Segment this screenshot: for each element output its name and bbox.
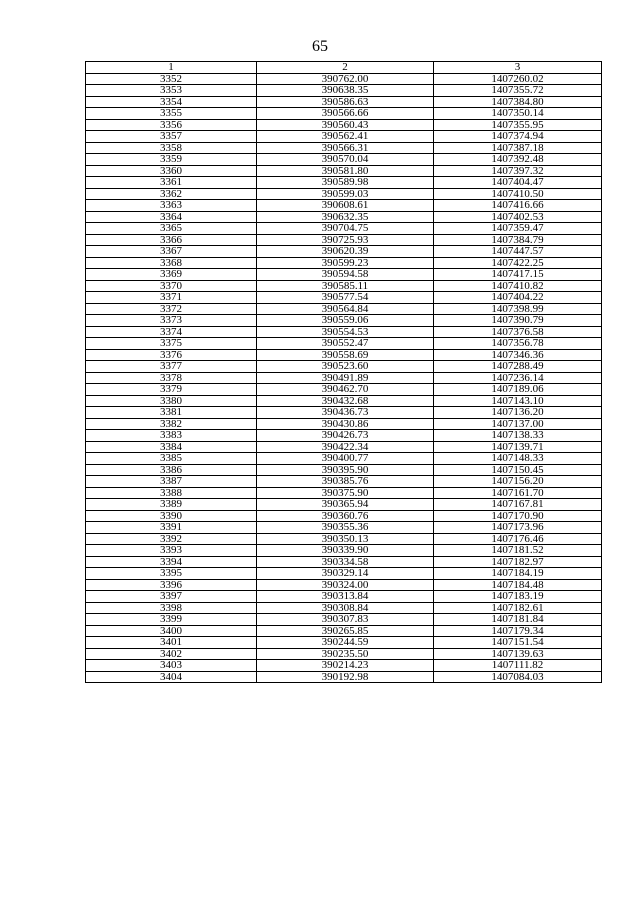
y-coordinate-cell: 1407179.34 — [434, 625, 602, 637]
y-coordinate-cell: 1407355.72 — [434, 85, 602, 97]
x-coordinate-cell: 390385.76 — [257, 476, 434, 488]
x-coordinate-cell: 390566.66 — [257, 108, 434, 120]
page-number: 65 — [312, 38, 328, 55]
x-coordinate-cell: 390638.35 — [257, 85, 434, 97]
point-number-cell: 3382 — [86, 418, 257, 430]
point-number-cell: 3365 — [86, 223, 257, 235]
table-row — [86, 637, 602, 649]
x-coordinate-cell: 390586.63 — [257, 96, 434, 108]
point-number-cell: 3358 — [86, 142, 257, 154]
x-coordinate-cell: 390589.98 — [257, 177, 434, 189]
x-coordinate-cell: 390432.68 — [257, 395, 434, 407]
y-coordinate-cell: 1407138.33 — [434, 430, 602, 442]
point-number-cell: 3364 — [86, 211, 257, 223]
y-coordinate-cell: 1407410.82 — [434, 280, 602, 292]
y-coordinate-cell: 1407136.20 — [434, 407, 602, 419]
x-coordinate-cell: 390491.89 — [257, 372, 434, 384]
x-coordinate-cell: 390704.75 — [257, 223, 434, 235]
table-row — [86, 614, 602, 626]
table-row — [86, 269, 602, 281]
x-coordinate-cell: 390558.69 — [257, 349, 434, 361]
table-row — [86, 568, 602, 580]
table-row — [86, 165, 602, 177]
point-number-cell: 3399 — [86, 614, 257, 626]
y-coordinate-cell: 1407355.95 — [434, 119, 602, 131]
y-coordinate-cell: 1407170.90 — [434, 510, 602, 522]
table-row — [86, 372, 602, 384]
table-row — [86, 303, 602, 315]
x-coordinate-cell: 390620.39 — [257, 246, 434, 258]
table-row — [86, 177, 602, 189]
table-row — [86, 453, 602, 465]
point-number-cell: 3368 — [86, 257, 257, 269]
y-coordinate-cell: 1407137.00 — [434, 418, 602, 430]
x-coordinate-cell: 390192.98 — [257, 671, 434, 683]
y-coordinate-cell: 1407397.32 — [434, 165, 602, 177]
table-row — [86, 85, 602, 97]
x-coordinate-cell: 390426.73 — [257, 430, 434, 442]
table-row — [86, 188, 602, 200]
y-coordinate-cell: 1407384.79 — [434, 234, 602, 246]
x-coordinate-cell: 390355.36 — [257, 522, 434, 534]
y-coordinate-cell: 1407181.84 — [434, 614, 602, 626]
y-coordinate-cell: 1407350.14 — [434, 108, 602, 120]
y-coordinate-cell: 1407184.48 — [434, 579, 602, 591]
point-number-cell: 3375 — [86, 338, 257, 350]
x-coordinate-cell: 390339.90 — [257, 545, 434, 557]
table-row — [86, 407, 602, 419]
y-coordinate-cell: 1407148.33 — [434, 453, 602, 465]
table-row — [86, 338, 602, 350]
x-coordinate-cell: 390214.23 — [257, 660, 434, 672]
y-coordinate-cell: 1407181.52 — [434, 545, 602, 557]
y-coordinate-cell: 1407402.53 — [434, 211, 602, 223]
x-coordinate-cell: 390559.06 — [257, 315, 434, 327]
column-header-1: 1 — [86, 62, 257, 74]
x-coordinate-cell: 390594.58 — [257, 269, 434, 281]
y-coordinate-cell: 1407422.25 — [434, 257, 602, 269]
x-coordinate-cell: 390436.73 — [257, 407, 434, 419]
point-number-cell: 3356 — [86, 119, 257, 131]
x-coordinate-cell: 390430.86 — [257, 418, 434, 430]
x-coordinate-cell: 390324.00 — [257, 579, 434, 591]
x-coordinate-cell: 390725.93 — [257, 234, 434, 246]
y-coordinate-cell: 1407156.20 — [434, 476, 602, 488]
x-coordinate-cell: 390585.11 — [257, 280, 434, 292]
point-number-cell: 3361 — [86, 177, 257, 189]
point-number-cell: 3370 — [86, 280, 257, 292]
x-coordinate-cell: 390608.61 — [257, 200, 434, 212]
x-coordinate-cell: 390400.77 — [257, 453, 434, 465]
y-coordinate-cell: 1407167.81 — [434, 499, 602, 511]
y-coordinate-cell: 1407084.03 — [434, 671, 602, 683]
table-row — [86, 200, 602, 212]
table-row — [86, 510, 602, 522]
point-number-cell: 3396 — [86, 579, 257, 591]
x-coordinate-cell: 390581.80 — [257, 165, 434, 177]
x-coordinate-cell: 390462.70 — [257, 384, 434, 396]
table-row — [86, 257, 602, 269]
point-number-cell: 3384 — [86, 441, 257, 453]
y-coordinate-cell: 1407416.66 — [434, 200, 602, 212]
y-coordinate-cell: 1407374.94 — [434, 131, 602, 143]
table-row — [86, 660, 602, 672]
y-coordinate-cell: 1407390.79 — [434, 315, 602, 327]
table-row — [86, 430, 602, 442]
table-row — [86, 418, 602, 430]
x-coordinate-cell: 390308.84 — [257, 602, 434, 614]
point-number-cell: 3385 — [86, 453, 257, 465]
y-coordinate-cell: 1407182.97 — [434, 556, 602, 568]
point-number-cell: 3367 — [86, 246, 257, 258]
point-number-cell: 3388 — [86, 487, 257, 499]
point-number-cell: 3395 — [86, 568, 257, 580]
column-header-2: 2 — [257, 62, 434, 74]
point-number-cell: 3391 — [86, 522, 257, 534]
y-coordinate-cell: 1407392.48 — [434, 154, 602, 166]
x-coordinate-cell: 390365.94 — [257, 499, 434, 511]
table-row — [86, 545, 602, 557]
y-coordinate-cell: 1407404.22 — [434, 292, 602, 304]
y-coordinate-cell: 1407176.46 — [434, 533, 602, 545]
x-coordinate-cell: 390235.50 — [257, 648, 434, 660]
x-coordinate-cell: 390570.04 — [257, 154, 434, 166]
x-coordinate-cell: 390554.53 — [257, 326, 434, 338]
table-row — [86, 315, 602, 327]
y-coordinate-cell: 1407182.61 — [434, 602, 602, 614]
y-coordinate-cell: 1407236.14 — [434, 372, 602, 384]
point-number-cell: 3360 — [86, 165, 257, 177]
point-number-cell: 3369 — [86, 269, 257, 281]
table-row — [86, 602, 602, 614]
table-row — [86, 119, 602, 131]
y-coordinate-cell: 1407139.63 — [434, 648, 602, 660]
table-row — [86, 648, 602, 660]
y-coordinate-cell: 1407359.47 — [434, 223, 602, 235]
x-coordinate-cell: 390523.60 — [257, 361, 434, 373]
x-coordinate-cell: 390599.23 — [257, 257, 434, 269]
y-coordinate-cell: 1407398.99 — [434, 303, 602, 315]
table-row — [86, 487, 602, 499]
y-coordinate-cell: 1407189.06 — [434, 384, 602, 396]
x-coordinate-cell: 390307.83 — [257, 614, 434, 626]
table-row — [86, 384, 602, 396]
y-coordinate-cell: 1407417.15 — [434, 269, 602, 281]
point-number-cell: 3363 — [86, 200, 257, 212]
table-row — [86, 464, 602, 476]
x-coordinate-cell: 390552.47 — [257, 338, 434, 350]
table-row — [86, 234, 602, 246]
point-number-cell: 3379 — [86, 384, 257, 396]
point-number-cell: 3354 — [86, 96, 257, 108]
point-number-cell: 3394 — [86, 556, 257, 568]
x-coordinate-cell: 390577.54 — [257, 292, 434, 304]
coordinates-table — [85, 61, 602, 683]
table-row — [86, 522, 602, 534]
table-header-row — [86, 62, 602, 74]
point-number-cell: 3383 — [86, 430, 257, 442]
point-number-cell: 3359 — [86, 154, 257, 166]
y-coordinate-cell: 1407143.10 — [434, 395, 602, 407]
y-coordinate-cell: 1407151.54 — [434, 637, 602, 649]
table-row — [86, 476, 602, 488]
table-row — [86, 395, 602, 407]
table-body — [86, 73, 602, 683]
point-number-cell: 3357 — [86, 131, 257, 143]
table-row — [86, 671, 602, 683]
table-row — [86, 154, 602, 166]
x-coordinate-cell: 390350.13 — [257, 533, 434, 545]
x-coordinate-cell: 390334.58 — [257, 556, 434, 568]
point-number-cell: 3376 — [86, 349, 257, 361]
x-coordinate-cell: 390562.41 — [257, 131, 434, 143]
point-number-cell: 3374 — [86, 326, 257, 338]
point-number-cell: 3355 — [86, 108, 257, 120]
point-number-cell: 3387 — [86, 476, 257, 488]
x-coordinate-cell: 390632.35 — [257, 211, 434, 223]
point-number-cell: 3377 — [86, 361, 257, 373]
point-number-cell: 3392 — [86, 533, 257, 545]
y-coordinate-cell: 1407346.36 — [434, 349, 602, 361]
table-row — [86, 441, 602, 453]
point-number-cell: 3389 — [86, 499, 257, 511]
point-number-cell: 3362 — [86, 188, 257, 200]
point-number-cell: 3366 — [86, 234, 257, 246]
point-number-cell: 3400 — [86, 625, 257, 637]
y-coordinate-cell: 1407111.82 — [434, 660, 602, 672]
y-coordinate-cell: 1407288.49 — [434, 361, 602, 373]
table-row — [86, 246, 602, 258]
point-number-cell: 3397 — [86, 591, 257, 603]
x-coordinate-cell: 390360.76 — [257, 510, 434, 522]
table-row — [86, 499, 602, 511]
point-number-cell: 3381 — [86, 407, 257, 419]
x-coordinate-cell: 390329.14 — [257, 568, 434, 580]
point-number-cell: 3404 — [86, 671, 257, 683]
y-coordinate-cell: 1407184.19 — [434, 568, 602, 580]
point-number-cell: 3372 — [86, 303, 257, 315]
table-row — [86, 131, 602, 143]
table-row — [86, 223, 602, 235]
table-row — [86, 591, 602, 603]
y-coordinate-cell: 1407183.19 — [434, 591, 602, 603]
table-row — [86, 625, 602, 637]
table-row — [86, 73, 602, 85]
point-number-cell: 3378 — [86, 372, 257, 384]
x-coordinate-cell: 390244.59 — [257, 637, 434, 649]
table-row — [86, 96, 602, 108]
point-number-cell: 3402 — [86, 648, 257, 660]
column-header-3: 3 — [434, 62, 602, 74]
point-number-cell: 3398 — [86, 602, 257, 614]
point-number-cell: 3352 — [86, 73, 257, 85]
point-number-cell: 3380 — [86, 395, 257, 407]
x-coordinate-cell: 390566.31 — [257, 142, 434, 154]
table-row — [86, 349, 602, 361]
table-row — [86, 556, 602, 568]
table-row — [86, 142, 602, 154]
table-row — [86, 533, 602, 545]
point-number-cell: 3373 — [86, 315, 257, 327]
point-number-cell: 3371 — [86, 292, 257, 304]
y-coordinate-cell: 1407356.78 — [434, 338, 602, 350]
table-row — [86, 361, 602, 373]
x-coordinate-cell: 390422.34 — [257, 441, 434, 453]
table-row — [86, 326, 602, 338]
table-row — [86, 292, 602, 304]
y-coordinate-cell: 1407410.50 — [434, 188, 602, 200]
table-row — [86, 108, 602, 120]
y-coordinate-cell: 1407376.58 — [434, 326, 602, 338]
y-coordinate-cell: 1407161.70 — [434, 487, 602, 499]
table-row — [86, 211, 602, 223]
y-coordinate-cell: 1407384.80 — [434, 96, 602, 108]
y-coordinate-cell: 1407387.18 — [434, 142, 602, 154]
point-number-cell: 3386 — [86, 464, 257, 476]
x-coordinate-cell: 390564.84 — [257, 303, 434, 315]
point-number-cell: 3401 — [86, 637, 257, 649]
x-coordinate-cell: 390560.43 — [257, 119, 434, 131]
x-coordinate-cell: 390375.90 — [257, 487, 434, 499]
y-coordinate-cell: 1407139.71 — [434, 441, 602, 453]
x-coordinate-cell: 390265.85 — [257, 625, 434, 637]
y-coordinate-cell: 1407404.47 — [434, 177, 602, 189]
x-coordinate-cell: 390599.03 — [257, 188, 434, 200]
y-coordinate-cell: 1407447.57 — [434, 246, 602, 258]
y-coordinate-cell: 1407173.96 — [434, 522, 602, 534]
x-coordinate-cell: 390762.00 — [257, 73, 434, 85]
point-number-cell: 3353 — [86, 85, 257, 97]
point-number-cell: 3403 — [86, 660, 257, 672]
y-coordinate-cell: 1407260.02 — [434, 73, 602, 85]
table-row — [86, 579, 602, 591]
y-coordinate-cell: 1407150.45 — [434, 464, 602, 476]
x-coordinate-cell: 390395.90 — [257, 464, 434, 476]
point-number-cell: 3393 — [86, 545, 257, 557]
x-coordinate-cell: 390313.84 — [257, 591, 434, 603]
table-row — [86, 280, 602, 292]
point-number-cell: 3390 — [86, 510, 257, 522]
